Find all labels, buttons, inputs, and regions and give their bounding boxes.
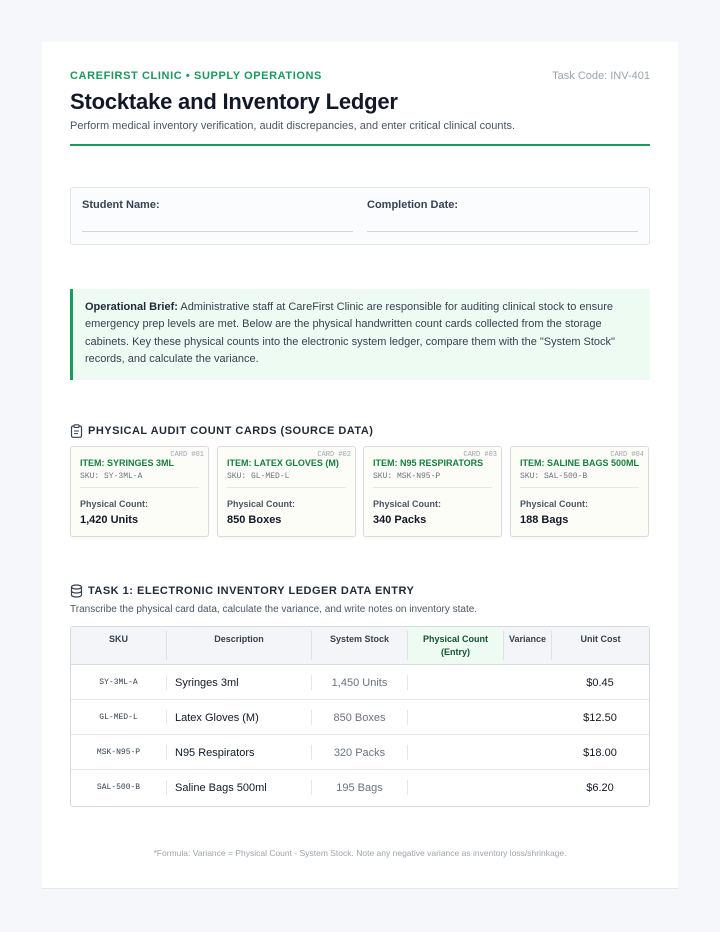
org-kicker: CAREFIRST CLINIC • SUPPLY OPERATIONS <box>70 70 322 82</box>
cards-section-title: PHYSICAL AUDIT COUNT CARDS (SOURCE DATA) <box>88 425 374 437</box>
card-item: ITEM: SYRINGES 3ML <box>80 458 175 468</box>
col-system-stock: System Stock <box>329 634 390 644</box>
card-number: CARD #02 <box>317 451 351 459</box>
completion-date-field[interactable] <box>367 199 638 232</box>
col-variance: Variance <box>508 634 547 644</box>
task1-subtitle: Transcribe the physical card data, calculate the variance, and write notes on inventory state. <box>70 604 478 615</box>
table-row <box>71 665 649 700</box>
clipboard-icon <box>70 424 83 438</box>
card-divider <box>227 487 346 488</box>
row-system-stock: 850 Boxes <box>311 710 407 725</box>
card-sku: SKU: MSK-N95-P <box>373 472 441 481</box>
task1-heading <box>70 584 414 598</box>
completion-date-line[interactable] <box>367 231 638 232</box>
row-description: Saline Bags 500ml <box>166 780 311 795</box>
row-sku: SY-3ML-A <box>99 678 138 687</box>
card-number: CARD #03 <box>463 451 497 459</box>
physical-count-entry[interactable] <box>407 710 503 725</box>
table-row <box>71 700 649 735</box>
col-description: Description <box>214 634 264 644</box>
student-info-box <box>70 187 650 245</box>
card-number: CARD #01 <box>170 451 204 459</box>
worksheet-page <box>42 42 678 889</box>
card-count-value: 188 Bags <box>520 514 569 526</box>
header-divider <box>70 144 650 146</box>
col-physical-count: Physical Count (Entry) <box>408 627 503 664</box>
row-sku: SAL-500-B <box>96 783 141 792</box>
row-sku: GL-MED-L <box>99 713 138 722</box>
card-count-label: Physical Count: <box>80 499 149 509</box>
col-unit-cost: Unit Cost <box>580 634 621 644</box>
row-unit-cost: $0.45 <box>586 676 614 689</box>
task1-title: TASK 1: ELECTRONIC INVENTORY LEDGER DATA ENTRY <box>88 585 415 597</box>
brief-text: Administrative staff at CareFirst Clinic are responsible for auditing clinical stock to ensure emergency prep levels are met. Below are the physical handwritten count cards collected from the storage cabinets. Key these physical counts into the electronic system ledger, compare them with the "System Stock" records, and calculate the variance. <box>85 301 615 365</box>
physical-count-entry[interactable] <box>407 675 503 690</box>
card-sku: SKU: SAL-500-B <box>520 472 588 481</box>
card-count-value: 850 Boxes <box>227 514 282 526</box>
variance-entry[interactable] <box>503 735 551 770</box>
card-divider <box>520 487 639 488</box>
task-code: Task Code: INV-401 <box>552 70 650 82</box>
row-description: Syringes 3ml <box>166 675 311 690</box>
physical-count-entry[interactable] <box>407 780 503 795</box>
card-sku: SKU: SY-3ML-A <box>80 472 143 481</box>
audit-card <box>363 446 502 537</box>
table-row <box>71 770 649 805</box>
audit-cards <box>70 446 650 537</box>
cards-section-heading <box>70 424 373 438</box>
card-item: ITEM: LATEX GLOVES (M) <box>227 458 339 468</box>
page-subtitle: Perform medical inventory verification, audit discrepancies, and enter critical clinical counts. <box>70 120 516 132</box>
variance-entry[interactable] <box>503 770 551 805</box>
row-system-stock: 195 Bags <box>311 780 407 795</box>
completion-date-label: Completion Date: <box>367 199 459 211</box>
inventory-ledger-table <box>70 626 650 807</box>
database-icon <box>70 584 83 598</box>
row-system-stock: 320 Packs <box>311 745 407 760</box>
col-sku: SKU <box>108 634 128 644</box>
row-unit-cost: $6.20 <box>586 781 614 794</box>
card-count-label: Physical Count: <box>520 499 589 509</box>
row-unit-cost: $18.00 <box>583 746 617 759</box>
table-row <box>71 735 649 770</box>
card-count-value: 340 Packs <box>373 514 427 526</box>
row-sku: MSK-N95-P <box>96 748 141 757</box>
audit-card <box>510 446 649 537</box>
card-item: ITEM: N95 RESPIRATORS <box>373 458 484 468</box>
card-sku: SKU: GL-MED-L <box>227 472 290 481</box>
card-count-label: Physical Count: <box>227 499 296 509</box>
formula-footnote: *Formula: Variance = Physical Count - System Stock. Note any negative variance as inventory loss/shrinkage. <box>153 848 567 858</box>
variance-entry[interactable] <box>503 700 551 735</box>
row-system-stock: 1,450 Units <box>311 675 407 690</box>
physical-count-entry[interactable] <box>407 745 503 760</box>
audit-card <box>217 446 356 537</box>
card-item: ITEM: SALINE BAGS 500ML <box>520 458 640 468</box>
brief-label: Operational Brief: <box>85 301 178 313</box>
card-divider <box>80 487 199 488</box>
operational-brief <box>70 289 650 380</box>
card-number: CARD #04 <box>610 451 644 459</box>
student-name-field[interactable] <box>82 199 353 232</box>
card-divider <box>373 487 492 488</box>
audit-card <box>70 446 209 537</box>
student-name-label: Student Name: <box>82 199 160 211</box>
row-description: Latex Gloves (M) <box>166 710 311 725</box>
table-header <box>71 627 649 665</box>
variance-entry[interactable] <box>503 665 551 700</box>
row-description: N95 Respirators <box>166 745 311 760</box>
page-title: Stocktake and Inventory Ledger <box>70 89 398 114</box>
row-unit-cost: $12.50 <box>583 711 617 724</box>
student-name-line[interactable] <box>82 231 353 232</box>
card-count-value: 1,420 Units <box>80 514 139 526</box>
card-count-label: Physical Count: <box>373 499 442 509</box>
